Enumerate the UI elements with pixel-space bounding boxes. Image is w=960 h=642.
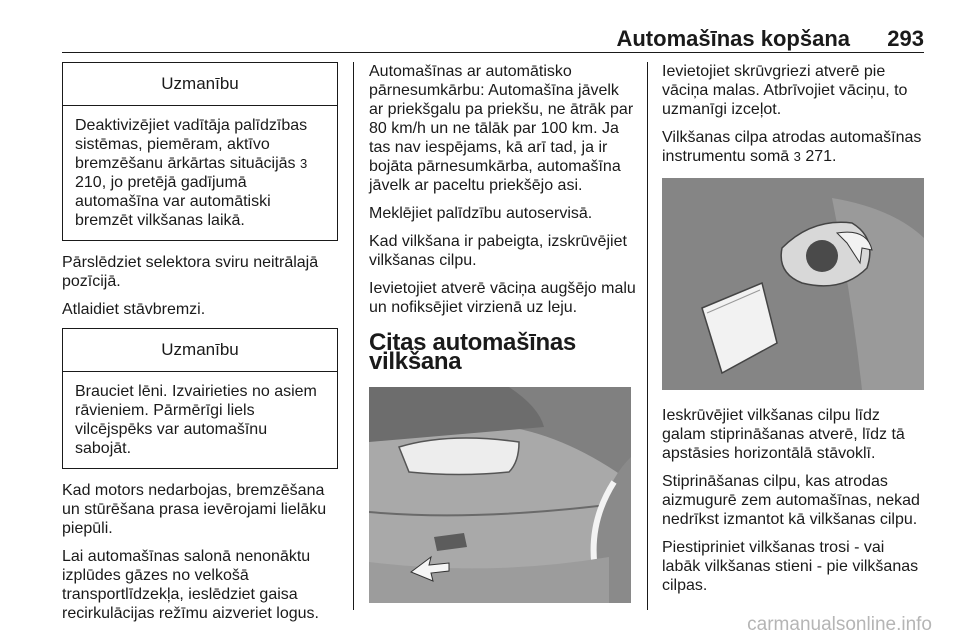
paragraph xyxy=(662,128,926,166)
paragraph: Pārslēdziet selektora sviru neitrālajā pozīcijā. xyxy=(62,254,319,290)
column-2 xyxy=(369,62,637,603)
page-reference-icon: 3 xyxy=(300,156,308,171)
paragraph: Piestipriniet vilkšanas trosi - vai labāk vilkšanas stieni - pie vilkšanas cilpas. xyxy=(662,539,919,594)
car-rear-illustration xyxy=(369,387,631,603)
paragraph: Meklējiet palīdzību autoservisā. xyxy=(369,205,593,222)
column-1 xyxy=(62,62,338,632)
page-reference-icon: 3 xyxy=(793,149,801,164)
column-divider-1 xyxy=(353,62,354,610)
towing-eye-drawing xyxy=(662,178,924,390)
section-heading: Citas automašīnas vilkšana xyxy=(369,329,576,375)
paragraph: Ieskrūvējiet vilkšanas cilpu līdz galam stiprināšanas atverē, līdz tā apstāsies horizontālā stāvoklī. xyxy=(662,407,905,462)
paragraph: Stiprināšanas cilpu, kas atrodas aizmugurē zem automašīnas, nekad nedrīkst izmantot kā vilkšanas cilpu. xyxy=(662,473,920,528)
page-ref-2[interactable]: 271 xyxy=(805,148,833,165)
car-rear-drawing xyxy=(369,387,631,603)
paragraph-text: . xyxy=(832,148,837,165)
paragraph-text: Vilkšanas cilpa atrodas automašīnas instrumentu somā xyxy=(662,129,922,165)
caution-text-1b: , jo pretējā gadījumā automašīna var automātiski bremzēt vilkšanas laikā. xyxy=(75,174,271,229)
paragraph: Lai automašīnas salonā nenonāktu izplūdes gāzes no velkošā transportlīdzekļa, ieslēdziet gaisa recirkulācijas režīmu aizveriet logus. xyxy=(62,548,319,622)
running-header-title: Automašīnas kopšana xyxy=(616,26,850,51)
paragraph: Atlaidiet stāvbremzi. xyxy=(62,301,206,318)
caution-box-1 xyxy=(62,62,338,241)
caution-text-2: Brauciet lēni. Izvairieties no asiem rāvieniem. Pārmērīgi liels vilcējspēks var automašīnu sabojāt. xyxy=(75,383,317,457)
caution-box-2 xyxy=(62,328,338,469)
caution-body-1 xyxy=(63,106,337,240)
paragraph: Kad motors nedarbojas, bremzēšana un stūrēšana prasa ievērojami lielāku piepūli. xyxy=(62,482,327,537)
page-number: 293 xyxy=(887,26,924,51)
column-3 xyxy=(662,62,926,604)
watermark: carmanualsonline.info xyxy=(747,614,932,635)
paragraph: Automašīnas ar automātisko pārnesumkārbu: Automašīna jāvelk ar priekšgalu pa priekšu, ne ātrāk par 80 km/h un ne tālāk par 100 km. Ja tas nav iespējams, kā arī tad, ja ir bojāta pārnesumkārba, automašīna jāvelk ar paceltu priekšējo asi. xyxy=(369,63,634,194)
paragraph: Ievietojiet skrūvgriezi atverē pie vāciņa malas. Atbrīvojiet vāciņu, to uzmanīgi izceļot. xyxy=(662,63,908,118)
caution-text-1a: Deaktivizējiet vadītāja palīdzības sistēmas, piemēram, aktīvo bremzēšanu ārkārtas situācijās xyxy=(75,117,308,172)
paragraph: Ievietojiet atverē vāciņa augšējo malu un nofiksējiet virzienā uz leju. xyxy=(369,280,636,316)
paragraph: Kad vilkšana ir pabeigta, izskrūvējiet vilkšanas cilpu. xyxy=(369,233,627,269)
caution-title-2: Uzmanību xyxy=(63,329,337,372)
caution-body-2 xyxy=(63,372,337,468)
caution-title-1: Uzmanību xyxy=(63,63,337,106)
towing-eye-illustration xyxy=(662,178,924,390)
page-ref-1[interactable]: 210 xyxy=(75,174,102,191)
header-rule xyxy=(62,52,924,53)
column-divider-2 xyxy=(647,62,648,610)
